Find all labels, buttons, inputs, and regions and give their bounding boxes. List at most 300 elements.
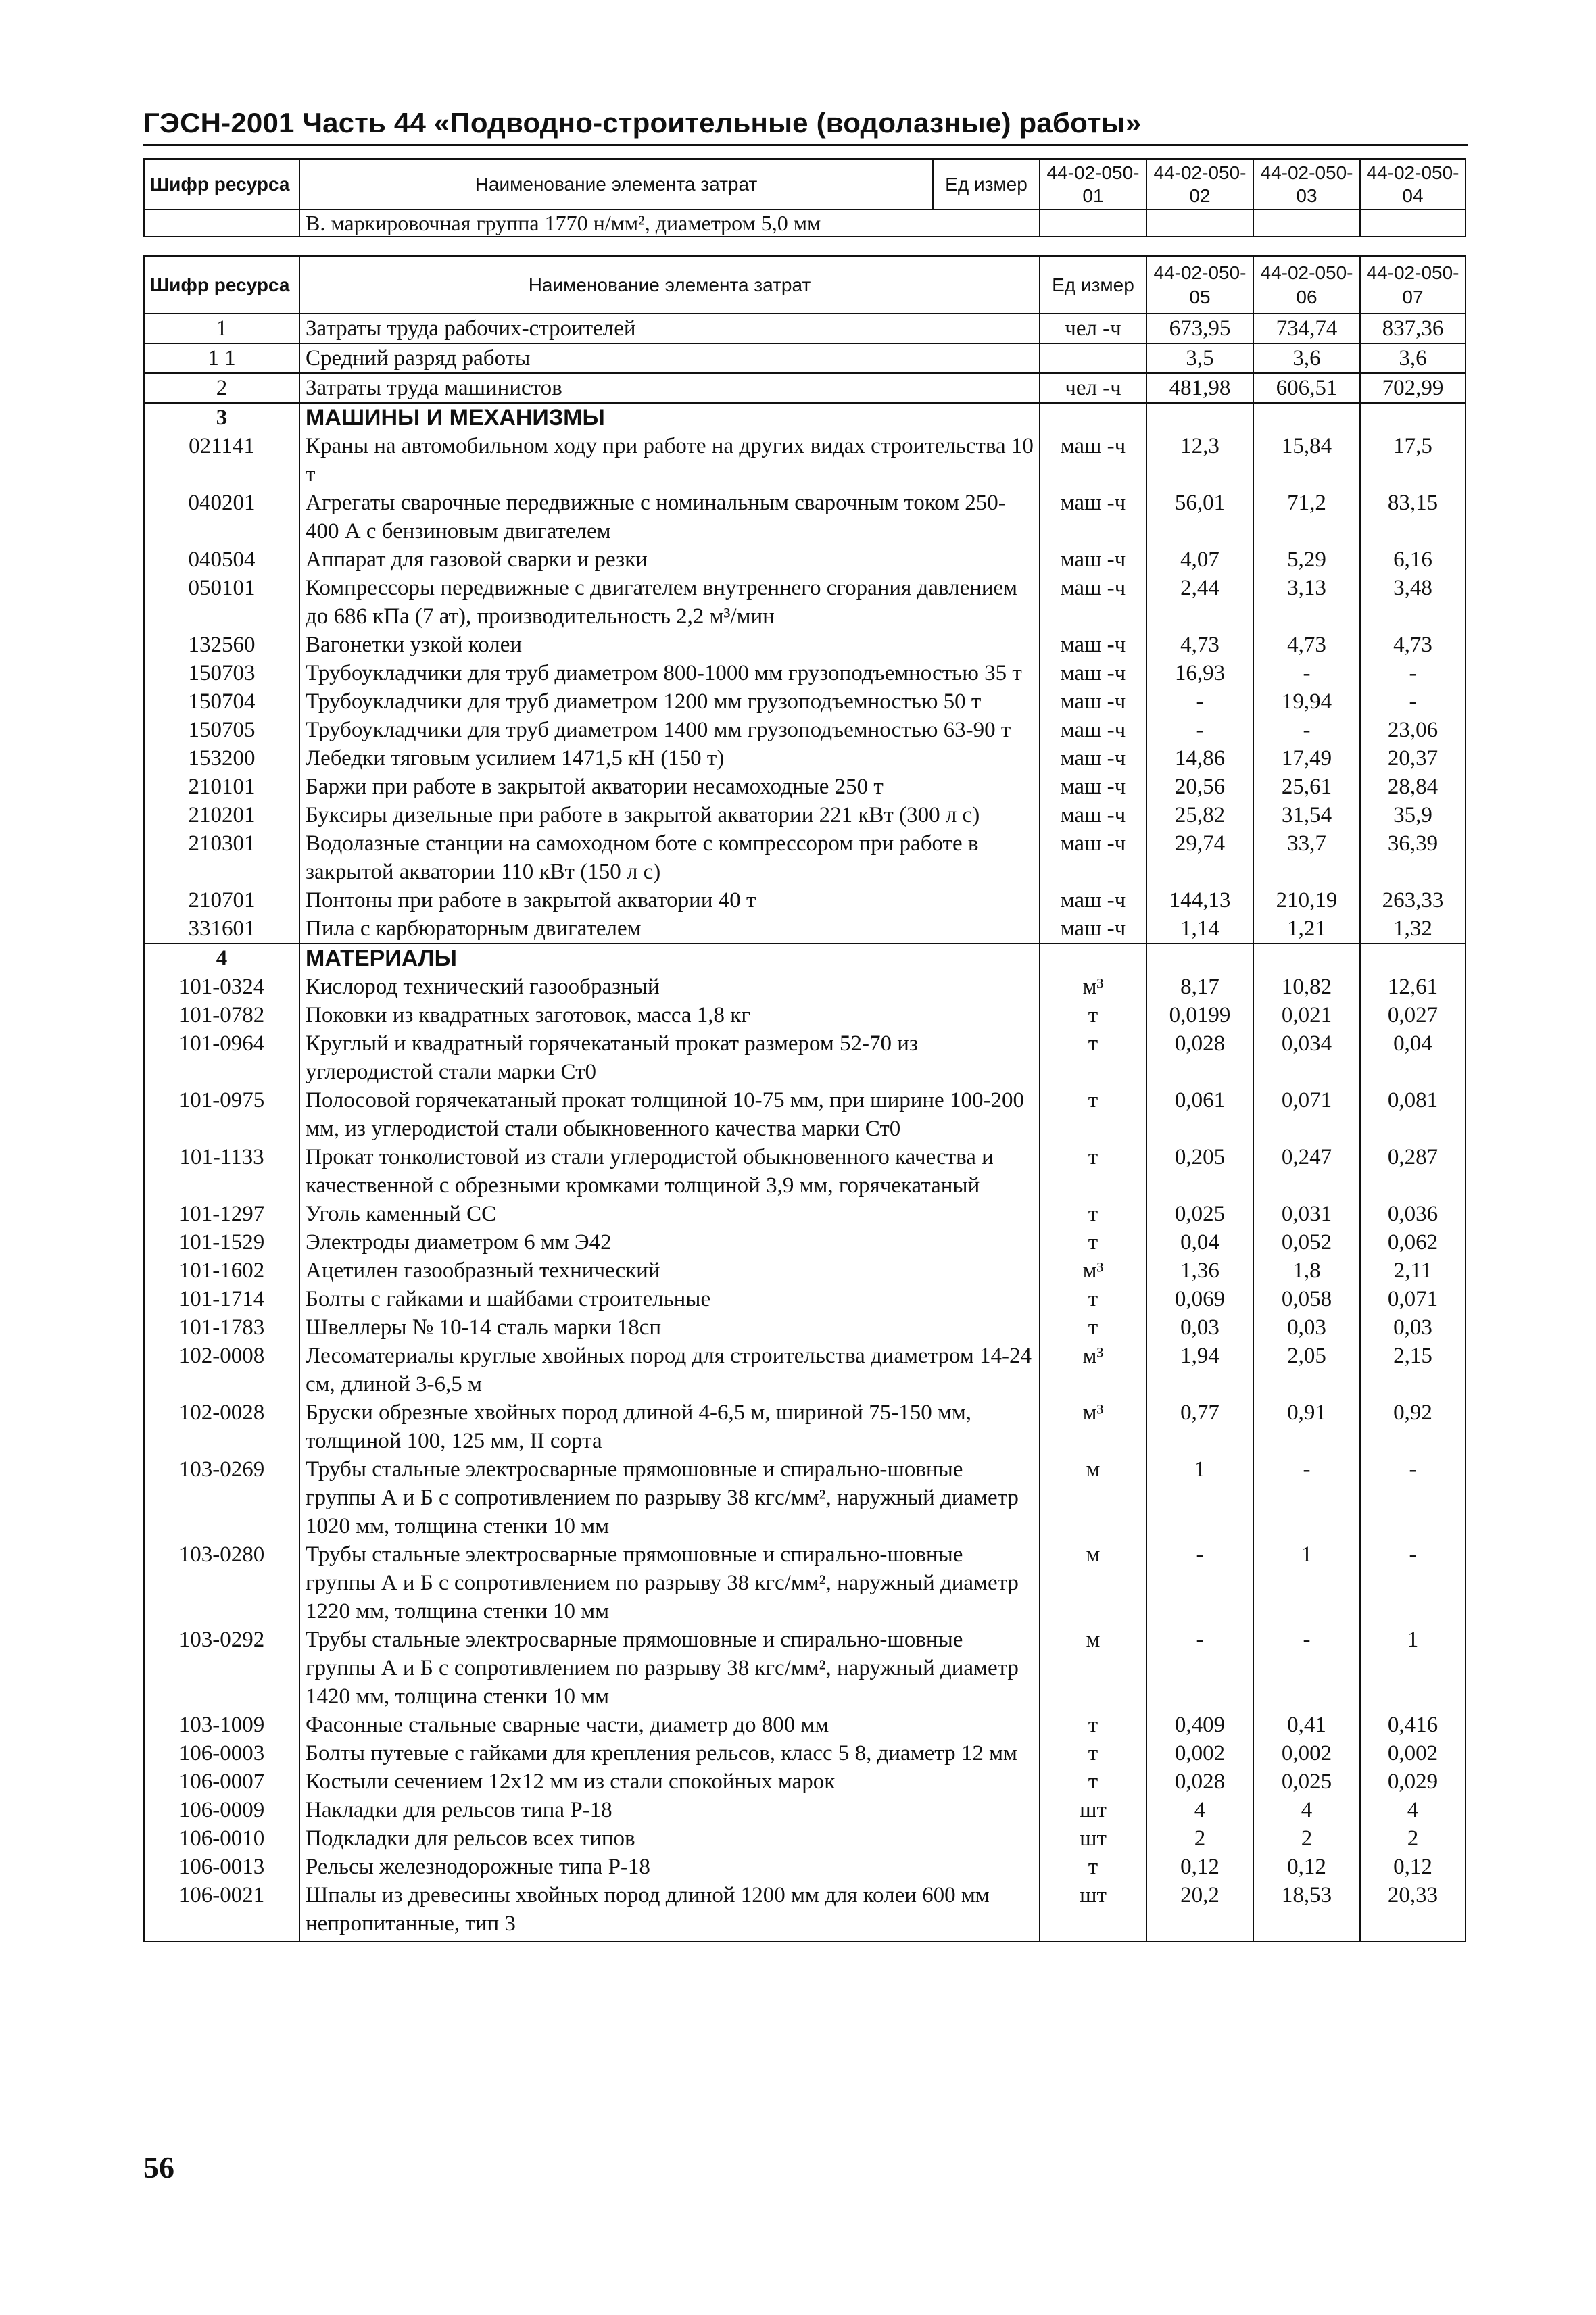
table-row	[144, 373, 1466, 403]
resource-code: 150703	[144, 659, 299, 687]
col-header-unit: Ед измер	[933, 159, 1040, 210]
table-row	[144, 1739, 1466, 1768]
unit-of-measure: шт	[1040, 1824, 1146, 1853]
value-050-05: 1,94	[1146, 1342, 1253, 1398]
resource-code: 102-0008	[144, 1342, 299, 1398]
table-row	[144, 801, 1466, 829]
value-050-05: 0,409	[1146, 1711, 1253, 1739]
resource-name: Ацетилен газообразный технический	[299, 1257, 1040, 1285]
resource-code: 106-0003	[144, 1739, 299, 1768]
value-050-06: 0,002	[1253, 1739, 1360, 1768]
resource-code: 103-1009	[144, 1711, 299, 1739]
resource-code: 103-0269	[144, 1455, 299, 1540]
unit-of-measure: маш -ч	[1040, 886, 1146, 915]
col-header-unit: Ед измер	[1040, 256, 1146, 314]
value-050-06: 31,54	[1253, 801, 1360, 829]
resource-code: 153200	[144, 744, 299, 773]
col-header-050-06: 44-02-050-06	[1253, 256, 1360, 314]
value-050-05: 1,36	[1146, 1257, 1253, 1285]
value-050-06	[1253, 944, 1360, 973]
col-header-050-02: 44-02-050-02	[1146, 159, 1253, 210]
subtitle-cell-1	[1040, 210, 1146, 237]
value-050-06: -	[1253, 1455, 1360, 1540]
unit-of-measure: т	[1040, 1143, 1146, 1200]
value-050-05: 4,73	[1146, 631, 1253, 659]
table-row	[144, 343, 1466, 373]
unit-of-measure: шт	[1040, 1796, 1146, 1824]
resource-name: Трубы стальные электросварные прямошовные и спирально-шовные группы А и Б с сопротивлением по разрыву 38 кгс/мм², наружный диаметр 1420 мм, толщина стенки 10 мм	[299, 1626, 1040, 1711]
resource-code: 101-1133	[144, 1143, 299, 1200]
resource-code: 106-0021	[144, 1881, 299, 1941]
value-050-06: 0,031	[1253, 1200, 1360, 1228]
value-050-05: 0,069	[1146, 1285, 1253, 1313]
resource-code: 103-0280	[144, 1540, 299, 1626]
value-050-06: 0,247	[1253, 1143, 1360, 1200]
value-050-07: 1,32	[1360, 915, 1466, 944]
value-050-05: 1,14	[1146, 915, 1253, 944]
resource-name: Затраты труда машинистов	[299, 373, 1040, 403]
resource-name: Водолазные станции на самоходном боте с компрессором при работе в закрытой акватории 110 кВт (150 л с)	[299, 829, 1040, 886]
value-050-07: 83,15	[1360, 489, 1466, 545]
value-050-07: -	[1360, 1455, 1466, 1540]
table-row	[144, 716, 1466, 744]
value-050-05: -	[1146, 1626, 1253, 1711]
value-050-06: 734,74	[1253, 314, 1360, 343]
subtitle-code-cell	[144, 210, 299, 237]
resource-code: 4	[144, 944, 299, 973]
value-050-07: 2,15	[1360, 1342, 1466, 1398]
table-row	[144, 545, 1466, 574]
unit-of-measure: т	[1040, 1313, 1146, 1342]
resource-name: Уголь каменный СС	[299, 1200, 1040, 1228]
value-050-07: 0,03	[1360, 1313, 1466, 1342]
resource-code: 1 1	[144, 343, 299, 373]
value-050-07: 3,48	[1360, 574, 1466, 631]
resource-code: 132560	[144, 631, 299, 659]
table-row	[144, 1398, 1466, 1455]
resource-name: Круглый и квадратный горячекатаный прокат размером 52-70 из углеродистой стали марки Ст0	[299, 1029, 1040, 1086]
resource-name: Буксиры дизельные при работе в закрытой акватории 221 кВт (300 л с)	[299, 801, 1040, 829]
value-050-07: 20,37	[1360, 744, 1466, 773]
table-row	[144, 1455, 1466, 1540]
unit-of-measure: чел -ч	[1040, 373, 1146, 403]
value-050-07: 17,5	[1360, 432, 1466, 489]
value-050-06: -	[1253, 716, 1360, 744]
value-050-07: 0,287	[1360, 1143, 1466, 1200]
resource-code: 050101	[144, 574, 299, 631]
table-row	[144, 1086, 1466, 1143]
resource-name: Электроды диаметром 6 мм Э42	[299, 1228, 1040, 1257]
value-050-05: 144,13	[1146, 886, 1253, 915]
col-header-050-03: 44-02-050-03	[1253, 159, 1360, 210]
table-row	[144, 829, 1466, 886]
resource-name: Трубоукладчики для труб диаметром 1200 мм грузоподъемностью 50 т	[299, 687, 1040, 716]
resource-name: Краны на автомобильном ходу при работе на других видах строительства 10 т	[299, 432, 1040, 489]
subtitle-cell-3	[1253, 210, 1360, 237]
resource-code: 210701	[144, 886, 299, 915]
resource-code: 210201	[144, 801, 299, 829]
table-row	[144, 687, 1466, 716]
resource-code: 106-0013	[144, 1853, 299, 1881]
col-header-050-04: 44-02-050-04	[1360, 159, 1466, 210]
unit-of-measure: м³	[1040, 1257, 1146, 1285]
value-050-05: 20,56	[1146, 773, 1253, 801]
resource-name: Компрессоры передвижные с двигателем внутреннего сгорания давлением до 686 кПа (7 ат), производительность 2,2 м³/мин	[299, 574, 1040, 631]
value-050-05: 0,12	[1146, 1853, 1253, 1881]
value-050-06	[1253, 403, 1360, 432]
value-050-05: 0,028	[1146, 1768, 1253, 1796]
value-050-06: 3,13	[1253, 574, 1360, 631]
value-050-06: 0,052	[1253, 1228, 1360, 1257]
resource-name: Понтоны при работе в закрытой акватории 40 т	[299, 886, 1040, 915]
unit-of-measure: т	[1040, 1029, 1146, 1086]
value-050-06: 19,94	[1253, 687, 1360, 716]
table-row	[144, 744, 1466, 773]
resource-code: 101-1714	[144, 1285, 299, 1313]
table-row	[144, 1001, 1466, 1029]
table-row	[144, 944, 1466, 973]
table-row	[144, 1200, 1466, 1228]
value-050-05: 0,002	[1146, 1739, 1253, 1768]
value-050-07: 0,081	[1360, 1086, 1466, 1143]
page-header: ГЭСН-2001 Часть 44 «Подводно-строительные (водолазные) работы»	[143, 107, 1142, 139]
value-050-05: 16,93	[1146, 659, 1253, 687]
resource-code: 210101	[144, 773, 299, 801]
value-050-05: 29,74	[1146, 829, 1253, 886]
value-050-05: 8,17	[1146, 973, 1253, 1001]
unit-of-measure: т	[1040, 1711, 1146, 1739]
value-050-07: 28,84	[1360, 773, 1466, 801]
value-050-06: 606,51	[1253, 373, 1360, 403]
value-050-07: -	[1360, 687, 1466, 716]
resource-code: 101-1529	[144, 1228, 299, 1257]
value-050-05: 2	[1146, 1824, 1253, 1853]
value-050-07: 263,33	[1360, 886, 1466, 915]
value-050-05: -	[1146, 716, 1253, 744]
value-050-07: 0,12	[1360, 1853, 1466, 1881]
resource-code: 1	[144, 314, 299, 343]
value-050-07: 23,06	[1360, 716, 1466, 744]
resource-code: 102-0028	[144, 1398, 299, 1455]
resource-name: МАШИНЫ И МЕХАНИЗМЫ	[299, 403, 1040, 432]
resource-name: Полосовой горячекатаный прокат толщиной 10-75 мм, при ширине 100-200 мм, из углеродистой стали обыкновенного качества марки Ст0	[299, 1086, 1040, 1143]
subtitle-cell-4	[1360, 210, 1466, 237]
resource-code: 150705	[144, 716, 299, 744]
table-row	[144, 1143, 1466, 1200]
value-050-05: 0,04	[1146, 1228, 1253, 1257]
unit-of-measure: чел -ч	[1040, 314, 1146, 343]
value-050-05: 4,07	[1146, 545, 1253, 574]
resource-code: 3	[144, 403, 299, 432]
resource-code: 101-1602	[144, 1257, 299, 1285]
resource-name: Поковки из квадратных заготовок, масса 1,8 кг	[299, 1001, 1040, 1029]
resource-code: 103-0292	[144, 1626, 299, 1711]
value-050-05: 56,01	[1146, 489, 1253, 545]
table-subtitle: В. маркировочная группа 1770 н/мм², диаметром 5,0 мм	[299, 210, 1040, 237]
table-row	[144, 1342, 1466, 1398]
unit-of-measure: маш -ч	[1040, 915, 1146, 944]
table-row	[144, 1626, 1466, 1711]
table-row	[144, 314, 1466, 343]
table-row	[144, 1881, 1466, 1941]
resource-name: Шпалы из древесины хвойных пород длиной 1200 мм для колеи 600 мм непропитанные, тип 3	[299, 1881, 1040, 1941]
resource-name: Костыли сечением 12х12 мм из стали спокойных марок	[299, 1768, 1040, 1796]
table-row	[144, 1257, 1466, 1285]
value-050-07: 0,036	[1360, 1200, 1466, 1228]
value-050-06: 0,03	[1253, 1313, 1360, 1342]
value-050-05: 25,82	[1146, 801, 1253, 829]
unit-of-measure: т	[1040, 1285, 1146, 1313]
value-050-07: 0,027	[1360, 1001, 1466, 1029]
value-050-06: 71,2	[1253, 489, 1360, 545]
value-050-07: 35,9	[1360, 801, 1466, 829]
value-050-06: 33,7	[1253, 829, 1360, 886]
value-050-05: 0,205	[1146, 1143, 1253, 1200]
value-050-07: 36,39	[1360, 829, 1466, 886]
table-row	[144, 574, 1466, 631]
resource-name: Лесоматериалы круглые хвойных пород для строительства диаметром 14-24 см, длиной 3-6,5 м	[299, 1342, 1040, 1398]
value-050-07: 837,36	[1360, 314, 1466, 343]
table-row	[144, 1285, 1466, 1313]
value-050-06: 0,41	[1253, 1711, 1360, 1739]
resource-name: Трубы стальные электросварные прямошовные и спирально-шовные группы А и Б с сопротивлением по разрыву 38 кгс/мм², наружный диаметр 1220 мм, толщина стенки 10 мм	[299, 1540, 1040, 1626]
value-050-05: 1	[1146, 1455, 1253, 1540]
value-050-05: 0,025	[1146, 1200, 1253, 1228]
table-row	[144, 1228, 1466, 1257]
resource-name: Трубоукладчики для труб диаметром 1400 мм грузоподъемностью 63-90 т	[299, 716, 1040, 744]
table-row	[144, 1313, 1466, 1342]
value-050-06: 4,73	[1253, 631, 1360, 659]
unit-of-measure: т	[1040, 1853, 1146, 1881]
value-050-07: 0,002	[1360, 1739, 1466, 1768]
table-row	[144, 1824, 1466, 1853]
value-050-06: 17,49	[1253, 744, 1360, 773]
unit-of-measure: маш -ч	[1040, 631, 1146, 659]
col-header-name: Наименование элемента затрат	[299, 256, 1040, 314]
table-row	[144, 1711, 1466, 1739]
value-050-05: 0,03	[1146, 1313, 1253, 1342]
header-table-1	[143, 158, 1466, 237]
value-050-07	[1360, 403, 1466, 432]
unit-of-measure: маш -ч	[1040, 659, 1146, 687]
unit-of-measure: т	[1040, 1001, 1146, 1029]
resource-table	[143, 255, 1466, 1942]
table-row	[144, 1029, 1466, 1086]
value-050-07: 6,16	[1360, 545, 1466, 574]
value-050-07	[1360, 944, 1466, 973]
value-050-07: 0,04	[1360, 1029, 1466, 1086]
resource-name: Затраты труда рабочих-строителей	[299, 314, 1040, 343]
value-050-07: 4,73	[1360, 631, 1466, 659]
value-050-05: 12,3	[1146, 432, 1253, 489]
unit-of-measure: м	[1040, 1626, 1146, 1711]
resource-code: 101-0964	[144, 1029, 299, 1086]
value-050-06: 0,058	[1253, 1285, 1360, 1313]
resource-name: Фасонные стальные сварные части, диаметр до 800 мм	[299, 1711, 1040, 1739]
value-050-06: 4	[1253, 1796, 1360, 1824]
value-050-06: 0,12	[1253, 1853, 1360, 1881]
resource-code: 210301	[144, 829, 299, 886]
unit-of-measure: маш -ч	[1040, 829, 1146, 886]
unit-of-measure: маш -ч	[1040, 545, 1146, 574]
unit-of-measure: м	[1040, 1540, 1146, 1626]
value-050-05: 14,86	[1146, 744, 1253, 773]
resource-code: 106-0009	[144, 1796, 299, 1824]
resource-name: Накладки для рельсов типа Р-18	[299, 1796, 1040, 1824]
resource-code: 331601	[144, 915, 299, 944]
resource-code: 021141	[144, 432, 299, 489]
unit-of-measure: т	[1040, 1228, 1146, 1257]
value-050-07: 0,92	[1360, 1398, 1466, 1455]
resource-name: Аппарат для газовой сварки и резки	[299, 545, 1040, 574]
value-050-07: 3,6	[1360, 343, 1466, 373]
unit-of-measure: т	[1040, 1768, 1146, 1796]
unit-of-measure: м	[1040, 1455, 1146, 1540]
value-050-06: 2	[1253, 1824, 1360, 1853]
table-row	[144, 631, 1466, 659]
value-050-05: 20,2	[1146, 1881, 1253, 1941]
resource-name: Швеллеры № 10-14 сталь марки 18сп	[299, 1313, 1040, 1342]
resource-code: 101-1297	[144, 1200, 299, 1228]
unit-of-measure: маш -ч	[1040, 773, 1146, 801]
resource-name: Баржи при работе в закрытой акватории несамоходные 250 т	[299, 773, 1040, 801]
value-050-05: 3,5	[1146, 343, 1253, 373]
unit-of-measure: шт	[1040, 1881, 1146, 1941]
value-050-05: 0,0199	[1146, 1001, 1253, 1029]
value-050-06: 0,071	[1253, 1086, 1360, 1143]
unit-of-measure: маш -ч	[1040, 574, 1146, 631]
subtitle-cell-2	[1146, 210, 1253, 237]
resource-name: Болты с гайками и шайбами строительные	[299, 1285, 1040, 1313]
value-050-07: 702,99	[1360, 373, 1466, 403]
value-050-05: -	[1146, 1540, 1253, 1626]
resource-name: Пила с карбюраторным двигателем	[299, 915, 1040, 944]
value-050-06: -	[1253, 1626, 1360, 1711]
unit-of-measure: м³	[1040, 1398, 1146, 1455]
value-050-06: 25,61	[1253, 773, 1360, 801]
value-050-05: 0,061	[1146, 1086, 1253, 1143]
page-number: 56	[143, 2150, 174, 2185]
value-050-05: 0,77	[1146, 1398, 1253, 1455]
col-header-code: Шифр ресурса	[144, 256, 299, 314]
unit-of-measure: маш -ч	[1040, 801, 1146, 829]
resource-name: Прокат тонколистовой из стали углеродистой обыкновенного качества и качественной с обрезными кромками толщиной 3,9 мм, горячекатаный	[299, 1143, 1040, 1200]
value-050-06: 15,84	[1253, 432, 1360, 489]
value-050-05: -	[1146, 687, 1253, 716]
value-050-07: 12,61	[1360, 973, 1466, 1001]
unit-of-measure	[1040, 403, 1146, 432]
resource-code: 2	[144, 373, 299, 403]
value-050-06: 0,025	[1253, 1768, 1360, 1796]
table-row	[144, 432, 1466, 489]
value-050-05	[1146, 403, 1253, 432]
value-050-06: 2,05	[1253, 1342, 1360, 1398]
value-050-07: 4	[1360, 1796, 1466, 1824]
table-row	[144, 915, 1466, 944]
value-050-05	[1146, 944, 1253, 973]
unit-of-measure: т	[1040, 1739, 1146, 1768]
resource-name: Болты путевые с гайками для крепления рельсов, класс 5 8, диаметр 12 мм	[299, 1739, 1040, 1768]
table-row	[144, 886, 1466, 915]
value-050-05: 4	[1146, 1796, 1253, 1824]
resource-name: Подкладки для рельсов всех типов	[299, 1824, 1040, 1853]
resource-name: Средний разряд работы	[299, 343, 1040, 373]
value-050-07: 20,33	[1360, 1881, 1466, 1941]
value-050-07: 0,029	[1360, 1768, 1466, 1796]
value-050-06: 0,91	[1253, 1398, 1360, 1455]
unit-of-measure	[1040, 944, 1146, 973]
table-row	[144, 773, 1466, 801]
value-050-07: 0,062	[1360, 1228, 1466, 1257]
resource-name: Вагонетки узкой колеи	[299, 631, 1040, 659]
resource-code: 101-0782	[144, 1001, 299, 1029]
table-row	[144, 1768, 1466, 1796]
table-body	[144, 314, 1466, 1941]
value-050-06: 1,21	[1253, 915, 1360, 944]
value-050-07: 2,11	[1360, 1257, 1466, 1285]
value-050-06: 3,6	[1253, 343, 1360, 373]
value-050-05: 673,95	[1146, 314, 1253, 343]
resource-name: Лебедки тяговым усилием 1471,5 кН (150 т)	[299, 744, 1040, 773]
col-header-050-01: 44-02-050-01	[1040, 159, 1146, 210]
resource-name: МАТЕРИАЛЫ	[299, 944, 1040, 973]
value-050-06: 10,82	[1253, 973, 1360, 1001]
value-050-06: 1	[1253, 1540, 1360, 1626]
value-050-06: 0,021	[1253, 1001, 1360, 1029]
resource-name: Бруски обрезные хвойных пород длиной 4-6,5 м, шириной 75-150 мм, толщиной 100, 125 мм, II сорта	[299, 1398, 1040, 1455]
unit-of-measure: маш -ч	[1040, 716, 1146, 744]
value-050-05: 481,98	[1146, 373, 1253, 403]
table-row	[144, 659, 1466, 687]
table-row	[144, 973, 1466, 1001]
unit-of-measure: маш -ч	[1040, 489, 1146, 545]
resource-code: 101-0324	[144, 973, 299, 1001]
resource-name: Рельсы железнодорожные типа Р-18	[299, 1853, 1040, 1881]
resource-code: 101-1783	[144, 1313, 299, 1342]
value-050-07: 0,416	[1360, 1711, 1466, 1739]
unit-of-measure	[1040, 343, 1146, 373]
value-050-07: -	[1360, 659, 1466, 687]
value-050-05: 2,44	[1146, 574, 1253, 631]
unit-of-measure: маш -ч	[1040, 687, 1146, 716]
resource-code: 040201	[144, 489, 299, 545]
table-row	[144, 1540, 1466, 1626]
resource-code: 101-0975	[144, 1086, 299, 1143]
table-row	[144, 489, 1466, 545]
col-header-name: Наименование элемента затрат	[299, 159, 933, 210]
table-row	[144, 1853, 1466, 1881]
value-050-07: 1	[1360, 1626, 1466, 1711]
col-header-050-05: 44-02-050-05	[1146, 256, 1253, 314]
value-050-05: 0,028	[1146, 1029, 1253, 1086]
unit-of-measure: м³	[1040, 973, 1146, 1001]
value-050-07: 2	[1360, 1824, 1466, 1853]
resource-name: Кислород технический газообразный	[299, 973, 1040, 1001]
value-050-07: -	[1360, 1540, 1466, 1626]
unit-of-measure: т	[1040, 1200, 1146, 1228]
header-rule	[143, 144, 1468, 146]
value-050-06: 0,034	[1253, 1029, 1360, 1086]
resource-code: 106-0010	[144, 1824, 299, 1853]
unit-of-measure: м³	[1040, 1342, 1146, 1398]
value-050-06: 5,29	[1253, 545, 1360, 574]
value-050-06: 1,8	[1253, 1257, 1360, 1285]
resource-code: 106-0007	[144, 1768, 299, 1796]
col-header-050-07: 44-02-050-07	[1360, 256, 1466, 314]
resource-code: 150704	[144, 687, 299, 716]
resource-name: Трубоукладчики для труб диаметром 800-1000 мм грузоподъемностью 35 т	[299, 659, 1040, 687]
table-row	[144, 1796, 1466, 1824]
